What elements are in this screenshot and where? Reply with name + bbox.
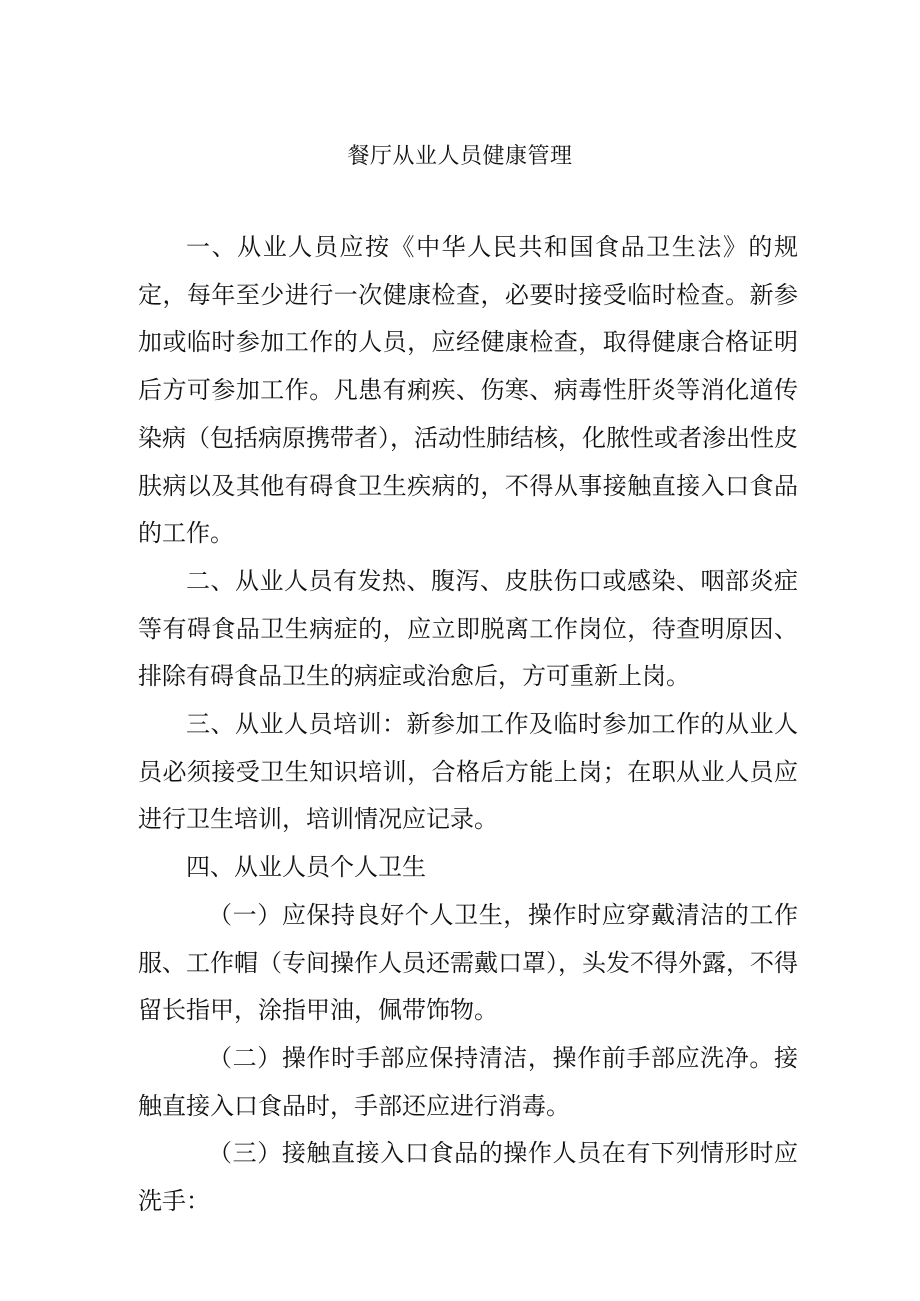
document-title: 餐厅从业人员健康管理 <box>347 144 573 169</box>
paragraph-illness-leave: 二、从业人员有发热、腹泻、皮肤伤口或感染、咽部炎症等有碍食品卫生病症的，应立即脱离工作岗位，待查明原因、排除有碍食品卫生的病症或治愈后，方可重新上岗。 <box>138 566 798 691</box>
paragraph-health-check: 一、从业人员应按《中华人民共和国食品卫生法》的规定，每年至少进行一次健康检查，必要时接受临时检查。新参加或临时参加工作的人员，应经健康检查，取得健康合格证明后方可参加工作。凡患有痢疾、伤寒、病毒性肝炎等消化道传染病（包括病原携带者），活动性肺结核，化脓性或者渗出性皮肤病以及其他有碍食卫生疾病的，不得从事接触直接入口食品的工作。 <box>138 233 798 548</box>
paragraph-hygiene-item-1: （一）应保持良好个人卫生，操作时应穿戴清洁的工作服、工作帽（专间操作人员还需戴口罩），头发不得外露，不得留长指甲，涂指甲油，佩带饰物。 <box>138 900 798 1025</box>
document-body <box>138 224 798 1226</box>
paragraph-hygiene-item-2: （二）操作时手部应保持清洁，操作前手部应洗净。接触直接入口食品时，手部还应进行消毒。 <box>138 1043 798 1120</box>
paragraph-personal-hygiene-heading: 四、从业人员个人卫生 <box>186 853 426 882</box>
paragraph-training: 三、从业人员培训：新参加工作及临时参加工作的从业人员必须接受卫生知识培训，合格后方能上岗；在职从业人员应进行卫生培训，培训情况应记录。 <box>138 710 798 834</box>
paragraph-hygiene-item-3: （三）接触直接入口食品的操作人员在有下列情形时应洗手： <box>138 1139 798 1216</box>
